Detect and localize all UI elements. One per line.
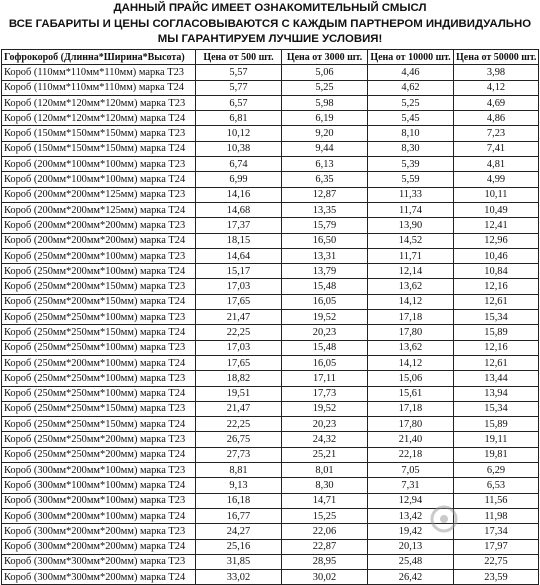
product-name-cell: Короб (300мм*200мм*100мм) марка Т23 xyxy=(2,463,196,478)
price-cell: 25,21 xyxy=(282,447,368,462)
price-cell: 13,31 xyxy=(282,248,368,263)
price-cell: 14,12 xyxy=(368,294,454,309)
price-cell: 6,74 xyxy=(196,157,282,172)
price-cell: 5,57 xyxy=(196,65,282,80)
price-cell: 7,23 xyxy=(454,126,539,141)
table-row xyxy=(2,371,539,386)
table-row xyxy=(2,463,539,478)
price-cell: 17,18 xyxy=(368,401,454,416)
table-row xyxy=(2,80,539,95)
price-cell: 5,25 xyxy=(282,80,368,95)
product-name-cell: Короб (200мм*100мм*100мм) марка Т24 xyxy=(2,172,196,187)
price-cell: 26,42 xyxy=(368,570,454,585)
price-cell: 6,19 xyxy=(282,111,368,126)
price-cell: 7,31 xyxy=(368,478,454,493)
table-row xyxy=(2,187,539,202)
price-cell: 16,77 xyxy=(196,508,282,523)
price-cell: 4,99 xyxy=(454,172,539,187)
price-cell: 7,05 xyxy=(368,463,454,478)
price-cell: 9,44 xyxy=(282,141,368,156)
column-header-product: Гофрокороб (Длинна*Ширина*Высота) xyxy=(2,50,196,65)
price-cell: 15,17 xyxy=(196,264,282,279)
column-header-price: Цена от 50000 шт. xyxy=(454,50,539,65)
price-cell: 15,34 xyxy=(454,310,539,325)
price-cell: 21,47 xyxy=(196,310,282,325)
product-name-cell: Короб (250мм*200мм*100мм) марка Т24 xyxy=(2,355,196,370)
price-cell: 20,13 xyxy=(368,539,454,554)
table-row xyxy=(2,508,539,523)
price-cell: 6,29 xyxy=(454,463,539,478)
price-cell: 4,81 xyxy=(454,157,539,172)
table-row xyxy=(2,493,539,508)
price-cell: 27,73 xyxy=(196,447,282,462)
price-cell: 4,62 xyxy=(368,80,454,95)
price-cell: 8,30 xyxy=(282,478,368,493)
table-row xyxy=(2,340,539,355)
price-cell: 9,20 xyxy=(282,126,368,141)
price-cell: 6,99 xyxy=(196,172,282,187)
price-cell: 3,98 xyxy=(454,65,539,80)
price-cell: 12,87 xyxy=(282,187,368,202)
price-cell: 26,75 xyxy=(196,432,282,447)
price-cell: 12,61 xyxy=(454,294,539,309)
price-cell: 14,12 xyxy=(368,355,454,370)
price-cell: 14,68 xyxy=(196,202,282,217)
price-cell: 17,65 xyxy=(196,355,282,370)
price-cell: 28,95 xyxy=(282,554,368,569)
product-name-cell: Короб (200мм*100мм*100мм) марка Т23 xyxy=(2,157,196,172)
price-cell: 17,34 xyxy=(454,524,539,539)
product-name-cell: Короб (250мм*250мм*150мм) марка Т24 xyxy=(2,325,196,340)
product-name-cell: Короб (300мм*200мм*100мм) марка Т24 xyxy=(2,508,196,523)
price-cell: 16,50 xyxy=(282,233,368,248)
price-cell: 6,53 xyxy=(454,478,539,493)
table-row xyxy=(2,218,539,233)
table-row xyxy=(2,401,539,416)
product-name-cell: Короб (250мм*200мм*100мм) марка Т23 xyxy=(2,248,196,263)
price-cell: 10,46 xyxy=(454,248,539,263)
price-cell: 12,96 xyxy=(454,233,539,248)
price-cell: 33,02 xyxy=(196,570,282,585)
product-name-cell: Короб (300мм*200мм*200мм) марка Т24 xyxy=(2,539,196,554)
price-cell: 8,10 xyxy=(368,126,454,141)
price-cell: 11,56 xyxy=(454,493,539,508)
table-row xyxy=(2,141,539,156)
table-row xyxy=(2,264,539,279)
product-name-cell: Короб (250мм*250мм*100мм) марка Т23 xyxy=(2,371,196,386)
price-cell: 31,85 xyxy=(196,554,282,569)
price-cell: 13,62 xyxy=(368,279,454,294)
product-name-cell: Короб (200мм*200мм*200мм) марка Т23 xyxy=(2,218,196,233)
table-row xyxy=(2,233,539,248)
price-cell: 19,52 xyxy=(282,401,368,416)
table-row xyxy=(2,157,539,172)
product-name-cell: Короб (300мм*100мм*100мм) марка Т24 xyxy=(2,478,196,493)
price-cell: 18,15 xyxy=(196,233,282,248)
price-cell: 14,64 xyxy=(196,248,282,263)
price-cell: 23,59 xyxy=(454,570,539,585)
price-cell: 22,18 xyxy=(368,447,454,462)
table-row xyxy=(2,202,539,217)
price-cell: 22,25 xyxy=(196,417,282,432)
price-cell: 4,86 xyxy=(454,111,539,126)
price-cell: 12,94 xyxy=(368,493,454,508)
price-cell: 19,42 xyxy=(368,524,454,539)
product-name-cell: Короб (200мм*200мм*125мм) марка Т24 xyxy=(2,202,196,217)
price-cell: 5,98 xyxy=(282,95,368,110)
table-row xyxy=(2,524,539,539)
price-cell: 11,98 xyxy=(454,508,539,523)
product-name-cell: Короб (250мм*250мм*100мм) марка Т23 xyxy=(2,340,196,355)
price-cell: 6,57 xyxy=(196,95,282,110)
price-cell: 13,90 xyxy=(368,218,454,233)
price-cell: 13,79 xyxy=(282,264,368,279)
price-cell: 5,45 xyxy=(368,111,454,126)
table-body xyxy=(2,65,539,585)
table-row xyxy=(2,310,539,325)
table-row xyxy=(2,65,539,80)
price-cell: 17,03 xyxy=(196,279,282,294)
price-cell: 22,87 xyxy=(282,539,368,554)
table-row xyxy=(2,172,539,187)
table-row xyxy=(2,279,539,294)
price-cell: 24,32 xyxy=(282,432,368,447)
price-cell: 19,52 xyxy=(282,310,368,325)
product-name-cell: Короб (250мм*200мм*150мм) марка Т24 xyxy=(2,294,196,309)
price-cell: 5,06 xyxy=(282,65,368,80)
price-cell: 5,59 xyxy=(368,172,454,187)
table-row xyxy=(2,126,539,141)
price-cell: 4,46 xyxy=(368,65,454,80)
table-row xyxy=(2,95,539,110)
price-cell: 25,48 xyxy=(368,554,454,569)
table-row xyxy=(2,386,539,401)
price-cell: 14,52 xyxy=(368,233,454,248)
price-cell: 17,37 xyxy=(196,218,282,233)
price-cell: 9,13 xyxy=(196,478,282,493)
price-cell: 11,33 xyxy=(368,187,454,202)
price-cell: 18,82 xyxy=(196,371,282,386)
product-name-cell: Короб (300мм*300мм*200мм) марка Т24 xyxy=(2,570,196,585)
price-cell: 22,06 xyxy=(282,524,368,539)
notice-line-3: МЫ ГАРАНТИРУЕМ ЛУЧШИЕ УСЛОВИЯ! xyxy=(157,33,383,45)
price-cell: 10,49 xyxy=(454,202,539,217)
price-cell: 17,80 xyxy=(368,417,454,432)
price-cell: 22,25 xyxy=(196,325,282,340)
price-cell: 4,69 xyxy=(454,95,539,110)
price-cell: 12,16 xyxy=(454,340,539,355)
product-name-cell: Короб (200мм*200мм*200мм) марка Т24 xyxy=(2,233,196,248)
price-cell: 17,73 xyxy=(282,386,368,401)
price-cell: 5,25 xyxy=(368,95,454,110)
table-row xyxy=(2,432,539,447)
table-row xyxy=(2,294,539,309)
price-cell: 17,97 xyxy=(454,539,539,554)
price-cell: 16,18 xyxy=(196,493,282,508)
product-name-cell: Короб (300мм*200мм*200мм) марка Т23 xyxy=(2,524,196,539)
price-cell: 16,05 xyxy=(282,294,368,309)
price-cell: 15,48 xyxy=(282,340,368,355)
product-name-cell: Короб (250мм*200мм*150мм) марка Т23 xyxy=(2,279,196,294)
price-cell: 15,48 xyxy=(282,279,368,294)
product-name-cell: Короб (250мм*250мм*100мм) марка Т23 xyxy=(2,310,196,325)
product-name-cell: Короб (250мм*250мм*200мм) марка Т23 xyxy=(2,432,196,447)
price-cell: 17,80 xyxy=(368,325,454,340)
price-cell: 30,02 xyxy=(282,570,368,585)
price-cell: 5,39 xyxy=(368,157,454,172)
price-cell: 24,27 xyxy=(196,524,282,539)
price-cell: 13,62 xyxy=(368,340,454,355)
price-cell: 13,35 xyxy=(282,202,368,217)
table-row xyxy=(2,355,539,370)
product-name-cell: Короб (150мм*150мм*150мм) марка Т23 xyxy=(2,126,196,141)
column-header-price: Цена от 3000 шт. xyxy=(282,50,368,65)
price-cell: 19,11 xyxy=(454,432,539,447)
price-cell: 19,51 xyxy=(196,386,282,401)
product-name-cell: Короб (250мм*250мм*200мм) марка Т24 xyxy=(2,447,196,462)
product-name-cell: Короб (250мм*250мм*150мм) марка Т24 xyxy=(2,417,196,432)
price-cell: 17,03 xyxy=(196,340,282,355)
price-cell: 17,11 xyxy=(282,371,368,386)
price-cell: 10,84 xyxy=(454,264,539,279)
price-cell: 15,61 xyxy=(368,386,454,401)
product-name-cell: Короб (300мм*200мм*100мм) марка Т23 xyxy=(2,493,196,508)
column-header-price: Цена от 500 шт. xyxy=(196,50,282,65)
price-cell: 16,05 xyxy=(282,355,368,370)
price-cell: 14,16 xyxy=(196,187,282,202)
price-cell: 12,14 xyxy=(368,264,454,279)
price-table xyxy=(1,49,539,585)
price-cell: 6,81 xyxy=(196,111,282,126)
product-name-cell: Короб (250мм*250мм*100мм) марка Т24 xyxy=(2,386,196,401)
price-cell: 13,42 xyxy=(368,508,454,523)
price-cell: 12,16 xyxy=(454,279,539,294)
price-cell: 4,12 xyxy=(454,80,539,95)
table-row xyxy=(2,539,539,554)
price-cell: 8,30 xyxy=(368,141,454,156)
price-cell: 25,16 xyxy=(196,539,282,554)
price-cell: 5,77 xyxy=(196,80,282,95)
table-row xyxy=(2,478,539,493)
table-row xyxy=(2,554,539,569)
table-row xyxy=(2,447,539,462)
price-cell: 22,75 xyxy=(454,554,539,569)
price-cell: 10,38 xyxy=(196,141,282,156)
price-cell: 19,81 xyxy=(454,447,539,462)
price-cell: 15,79 xyxy=(282,218,368,233)
table-row xyxy=(2,111,539,126)
notice-line-2: ВСЕ ГАБАРИТЫ И ЦЕНЫ СОГЛАСОВЫВАЮТСЯ С КАЖДЫМ ПАРТНЕРОМ ИНДИВИДУАЛЬНО xyxy=(8,17,532,30)
price-cell: 15,89 xyxy=(454,325,539,340)
price-cell: 8,81 xyxy=(196,463,282,478)
table-header-row xyxy=(2,50,539,65)
price-cell: 21,40 xyxy=(368,432,454,447)
product-name-cell: Короб (120мм*120мм*120мм) марка Т24 xyxy=(2,111,196,126)
price-cell: 20,23 xyxy=(282,325,368,340)
product-name-cell: Короб (250мм*250мм*150мм) марка Т23 xyxy=(2,401,196,416)
product-name-cell: Короб (150мм*150мм*150мм) марка Т24 xyxy=(2,141,196,156)
price-cell: 12,61 xyxy=(454,355,539,370)
table-row xyxy=(2,417,539,432)
price-cell: 15,25 xyxy=(282,508,368,523)
table-row xyxy=(2,570,539,585)
notice-header xyxy=(0,0,540,49)
price-cell: 15,34 xyxy=(454,401,539,416)
table-row xyxy=(2,248,539,263)
price-cell: 17,18 xyxy=(368,310,454,325)
price-cell: 8,01 xyxy=(282,463,368,478)
price-cell: 15,06 xyxy=(368,371,454,386)
product-name-cell: Короб (120мм*120мм*120мм) марка Т23 xyxy=(2,95,196,110)
price-cell: 10,12 xyxy=(196,126,282,141)
product-name-cell: Короб (110мм*110мм*110мм) марка Т23 xyxy=(2,65,196,80)
table-row xyxy=(2,325,539,340)
price-cell: 10,11 xyxy=(454,187,539,202)
price-cell: 6,35 xyxy=(282,172,368,187)
price-cell: 13,44 xyxy=(454,371,539,386)
price-cell: 21,47 xyxy=(196,401,282,416)
price-cell: 6,13 xyxy=(282,157,368,172)
price-cell: 11,74 xyxy=(368,202,454,217)
price-cell: 15,89 xyxy=(454,417,539,432)
product-name-cell: Короб (250мм*200мм*100мм) марка Т24 xyxy=(2,264,196,279)
price-cell: 12,41 xyxy=(454,218,539,233)
price-cell: 20,23 xyxy=(282,417,368,432)
product-name-cell: Короб (200мм*200мм*125мм) марка Т23 xyxy=(2,187,196,202)
product-name-cell: Короб (110мм*110мм*110мм) марка Т24 xyxy=(2,80,196,95)
price-cell: 13,94 xyxy=(454,386,539,401)
price-cell: 14,71 xyxy=(282,493,368,508)
price-cell: 11,71 xyxy=(368,248,454,263)
notice-line-1: ДАННЫЙ ПРАЙС ИМЕЕТ ОЗНАКОМИТЕЛЬНЫЙ СМЫСЛ xyxy=(113,2,427,14)
column-header-price: Цена от 10000 шт. xyxy=(368,50,454,65)
price-cell: 17,65 xyxy=(196,294,282,309)
price-cell: 7,41 xyxy=(454,141,539,156)
product-name-cell: Короб (300мм*300мм*200мм) марка Т23 xyxy=(2,554,196,569)
